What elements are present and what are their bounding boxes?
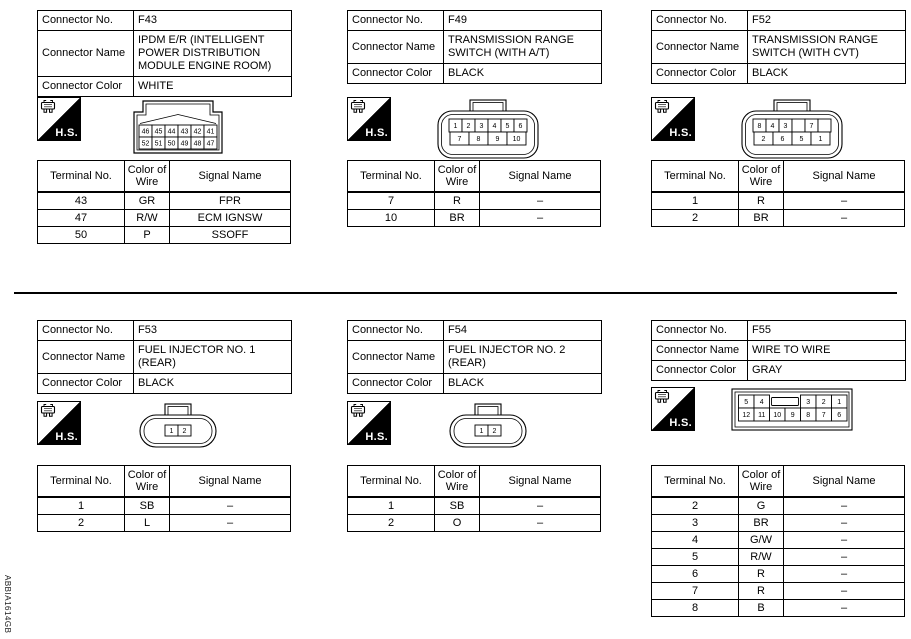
terminal-row: [652, 532, 905, 549]
terminal-row: [652, 583, 905, 600]
svg-text:2: 2: [821, 399, 826, 407]
svg-text:1: 1: [479, 428, 484, 436]
svg-text:10: 10: [773, 412, 782, 420]
signal-name-cell: –: [480, 210, 601, 227]
connector-info-table: [347, 320, 602, 394]
terminal-no-header: Terminal No.: [652, 161, 739, 193]
connector-no-value: F43: [134, 11, 292, 31]
color-of-wire-header: Color of Wire: [125, 466, 170, 498]
signal-name-cell: –: [170, 515, 291, 532]
connector-name-label: Connector Name: [652, 31, 748, 64]
connector-no-label: Connector No.: [38, 321, 134, 341]
pin-grid: [449, 119, 527, 145]
pin-grid: [165, 425, 191, 436]
color-of-wire-header: Color of Wire: [435, 466, 480, 498]
connector-pinout-diagram: [740, 98, 844, 160]
terminal-table: [37, 160, 291, 244]
connector-block: [347, 10, 585, 224]
terminal-no-cell: 6: [652, 566, 739, 583]
signal-name-header: Signal Name: [784, 466, 905, 498]
hs-connector-glyph-icon: [653, 389, 672, 406]
terminal-row: [652, 600, 905, 617]
terminal-no-cell: 3: [652, 515, 739, 532]
terminal-no-cell: 47: [38, 210, 125, 227]
color-of-wire-header: Color of Wire: [435, 161, 480, 193]
wire-color-cell: P: [125, 227, 170, 244]
connector-block: [347, 320, 585, 529]
svg-text:6: 6: [780, 136, 785, 144]
signal-name-cell: –: [784, 600, 905, 617]
connector-color-label: Connector Color: [38, 374, 134, 394]
wire-color-cell: R/W: [125, 210, 170, 227]
svg-text:2: 2: [761, 136, 766, 144]
connector-name-label: Connector Name: [38, 341, 134, 374]
terminal-row: [652, 515, 905, 532]
terminal-no-cell: 7: [348, 192, 435, 210]
svg-text:11: 11: [758, 412, 766, 420]
terminal-table: [347, 160, 601, 227]
terminal-row: [652, 566, 905, 583]
wire-color-cell: G: [739, 497, 784, 515]
terminal-no-header: Terminal No.: [38, 161, 125, 193]
connector-name-value: IPDM E/R (INTELLIGENT POWER DISTRIBUTION MODULE ENGINE ROOM): [134, 31, 292, 77]
terminal-no-cell: 7: [652, 583, 739, 600]
svg-text:1: 1: [818, 136, 823, 144]
hs-and-diagram-row: [347, 401, 585, 450]
connector-no-label: Connector No.: [652, 11, 748, 31]
connector-info-table: [651, 320, 906, 381]
hs-and-diagram-row: [651, 387, 889, 431]
terminal-row: [348, 192, 601, 210]
wire-color-cell: SB: [435, 497, 480, 515]
connector-color-value: BLACK: [748, 64, 906, 84]
connector-block: [37, 10, 275, 241]
pin-grid: [475, 425, 501, 436]
svg-text:45: 45: [154, 128, 163, 136]
wire-color-cell: SB: [125, 497, 170, 515]
terminal-no-cell: 1: [348, 497, 435, 515]
pin-grid: [753, 119, 831, 145]
hs-label: H.S.: [669, 417, 692, 429]
signal-name-cell: –: [784, 210, 905, 227]
pinout-diagram-area: [695, 387, 889, 431]
svg-text:1: 1: [169, 428, 174, 436]
connector-no-value: F52: [748, 11, 906, 31]
wire-color-cell: BR: [739, 515, 784, 532]
signal-name-cell: –: [784, 549, 905, 566]
connector-color-label: Connector Color: [348, 64, 444, 84]
hs-badge: [347, 401, 391, 445]
signal-name-cell: ECM IGNSW: [170, 210, 291, 227]
terminal-no-header: Terminal No.: [348, 466, 435, 498]
signal-name-cell: –: [784, 566, 905, 583]
terminal-no-header: Terminal No.: [348, 161, 435, 193]
terminal-row: [348, 497, 601, 515]
signal-name-cell: –: [170, 497, 291, 515]
hs-badge: [651, 387, 695, 431]
svg-text:1: 1: [837, 399, 842, 407]
connector-info-table: [347, 10, 602, 84]
hs-label: H.S.: [55, 431, 78, 443]
svg-text:51: 51: [154, 140, 163, 148]
terminal-no-cell: 8: [652, 600, 739, 617]
svg-text:1: 1: [453, 123, 458, 131]
svg-text:9: 9: [495, 136, 500, 144]
signal-name-cell: SSOFF: [170, 227, 291, 244]
hs-connector-glyph-icon: [653, 99, 672, 116]
hs-label: H.S.: [365, 431, 388, 443]
connector-no-label: Connector No.: [38, 11, 134, 31]
wire-color-cell: BR: [435, 210, 480, 227]
hs-and-diagram-row: [347, 97, 585, 160]
terminal-no-cell: 1: [38, 497, 125, 515]
hs-badge: [37, 401, 81, 445]
terminal-no-cell: 43: [38, 192, 125, 210]
terminal-row: [38, 515, 291, 532]
signal-name-header: Signal Name: [170, 466, 291, 498]
terminal-row: [348, 210, 601, 227]
hs-badge: [37, 97, 81, 141]
pinout-diagram-area: [391, 97, 585, 160]
hs-label: H.S.: [55, 127, 78, 139]
connector-pinout-diagram: [436, 98, 540, 160]
terminal-row: [652, 549, 905, 566]
signal-name-cell: –: [480, 497, 601, 515]
terminal-no-cell: 2: [348, 515, 435, 532]
svg-text:2: 2: [182, 428, 187, 436]
wire-color-cell: L: [125, 515, 170, 532]
svg-text:3: 3: [806, 399, 811, 407]
color-of-wire-header: Color of Wire: [739, 466, 784, 498]
svg-text:49: 49: [180, 140, 189, 148]
svg-text:5: 5: [799, 136, 804, 144]
svg-text:10: 10: [512, 136, 521, 144]
svg-text:3: 3: [783, 123, 788, 131]
signal-name-header: Signal Name: [170, 161, 291, 193]
signal-name-cell: –: [480, 515, 601, 532]
connector-name-value: WIRE TO WIRE: [748, 341, 906, 361]
connector-no-value: F49: [444, 11, 602, 31]
terminal-table-header-row: [348, 161, 601, 193]
connector-color-value: WHITE: [134, 77, 292, 97]
terminal-no-cell: 1: [652, 192, 739, 210]
terminal-no-cell: 5: [652, 549, 739, 566]
connector-block: [37, 320, 275, 529]
pinout-diagram-area: [81, 401, 275, 450]
svg-text:7: 7: [821, 412, 826, 420]
terminal-no-cell: 2: [38, 515, 125, 532]
terminal-table-header-row: [348, 466, 601, 498]
connector-no-label: Connector No.: [348, 11, 444, 31]
connector-no-label: Connector No.: [652, 321, 748, 341]
connector-color-label: Connector Color: [348, 374, 444, 394]
pinout-diagram-area: [81, 97, 275, 156]
pin-grid: [739, 395, 848, 421]
hs-label: H.S.: [669, 127, 692, 139]
terminal-table: [37, 465, 291, 532]
connector-block: [651, 320, 889, 614]
wire-color-cell: R: [435, 192, 480, 210]
svg-text:8: 8: [806, 412, 811, 420]
terminal-table-header-row: [38, 466, 291, 498]
svg-text:7: 7: [809, 123, 814, 131]
connector-name-value: FUEL INJECTOR NO. 2 (REAR): [444, 341, 602, 374]
color-of-wire-header: Color of Wire: [739, 161, 784, 193]
connector-color-label: Connector Color: [652, 361, 748, 381]
terminal-no-cell: 2: [652, 210, 739, 227]
svg-text:50: 50: [167, 140, 176, 148]
connector-info-table: [651, 10, 906, 84]
wire-color-cell: R/W: [739, 549, 784, 566]
connector-block: [651, 10, 889, 224]
connector-name-value: TRANSMISSION RANGE SWITCH (WITH A/T): [444, 31, 602, 64]
hs-and-diagram-row: [37, 97, 275, 156]
connector-color-value: GRAY: [748, 361, 906, 381]
svg-text:5: 5: [744, 399, 749, 407]
svg-text:41: 41: [206, 128, 215, 136]
connector-name-label: Connector Name: [348, 31, 444, 64]
terminal-no-cell: 4: [652, 532, 739, 549]
connector-name-label: Connector Name: [652, 341, 748, 361]
terminal-row: [38, 192, 291, 210]
connector-no-value: F55: [748, 321, 906, 341]
hs-badge: [651, 97, 695, 141]
connector-info-table: [37, 320, 292, 394]
hs-badge: [347, 97, 391, 141]
wire-color-cell: G/W: [739, 532, 784, 549]
signal-name-header: Signal Name: [784, 161, 905, 193]
wire-color-cell: R: [739, 566, 784, 583]
svg-text:52: 52: [141, 140, 150, 148]
signal-name-cell: –: [784, 192, 905, 210]
svg-text:44: 44: [167, 128, 176, 136]
figure-code: ABBIA1614GB: [3, 574, 12, 633]
svg-text:6: 6: [837, 412, 842, 420]
svg-text:43: 43: [180, 128, 189, 136]
terminal-table: [347, 465, 601, 532]
terminal-table: [651, 160, 905, 227]
signal-name-cell: –: [480, 192, 601, 210]
signal-name-header: Signal Name: [480, 466, 601, 498]
pinout-diagram-area: [695, 97, 889, 160]
connector-name-label: Connector Name: [348, 341, 444, 374]
signal-name-cell: –: [784, 532, 905, 549]
svg-text:7: 7: [457, 136, 462, 144]
terminal-table-header-row: [38, 161, 291, 193]
terminal-row: [652, 497, 905, 515]
signal-name-cell: FPR: [170, 192, 291, 210]
svg-text:12: 12: [742, 412, 751, 420]
connector-pinout-diagram: [138, 402, 218, 450]
signal-name-cell: –: [784, 515, 905, 532]
svg-text:2: 2: [492, 428, 497, 436]
wire-color-cell: O: [435, 515, 480, 532]
hs-connector-glyph-icon: [349, 99, 368, 116]
connector-name-value: FUEL INJECTOR NO. 1 (REAR): [134, 341, 292, 374]
terminal-row: [38, 227, 291, 244]
wire-color-cell: R: [739, 583, 784, 600]
svg-text:8: 8: [757, 123, 762, 131]
terminal-row: [38, 210, 291, 227]
svg-text:8: 8: [476, 136, 481, 144]
terminal-row: [38, 497, 291, 515]
svg-text:2: 2: [466, 123, 471, 131]
connector-name-label: Connector Name: [38, 31, 134, 77]
connector-no-value: F54: [444, 321, 602, 341]
terminal-row: [652, 192, 905, 210]
svg-text:4: 4: [759, 399, 764, 407]
terminal-table: [651, 465, 905, 617]
svg-text:9: 9: [790, 412, 795, 420]
hs-connector-glyph-icon: [39, 403, 58, 420]
terminal-no-cell: 2: [652, 497, 739, 515]
wire-color-cell: B: [739, 600, 784, 617]
connector-no-value: F53: [134, 321, 292, 341]
hs-and-diagram-row: [37, 401, 275, 450]
hs-connector-glyph-icon: [349, 403, 368, 420]
svg-text:4: 4: [770, 123, 775, 131]
terminal-table-header-row: [652, 466, 905, 498]
connector-info-table: [37, 10, 292, 97]
terminal-table-header-row: [652, 161, 905, 193]
pin-grid: [139, 125, 217, 149]
connector-color-label: Connector Color: [38, 77, 134, 97]
svg-text:48: 48: [193, 140, 202, 148]
connector-color-value: BLACK: [444, 64, 602, 84]
connector-pinout-diagram: [131, 98, 225, 156]
hs-label: H.S.: [365, 127, 388, 139]
connector-color-value: BLACK: [444, 374, 602, 394]
terminal-row: [348, 515, 601, 532]
wire-color-cell: BR: [739, 210, 784, 227]
svg-text:42: 42: [193, 128, 202, 136]
signal-name-cell: –: [784, 497, 905, 515]
connector-pinout-diagram: [448, 402, 528, 450]
svg-text:4: 4: [492, 123, 497, 131]
connector-name-value: TRANSMISSION RANGE SWITCH (WITH CVT): [748, 31, 906, 64]
terminal-row: [652, 210, 905, 227]
section-divider: [14, 292, 897, 294]
wire-color-cell: R: [739, 192, 784, 210]
hs-connector-glyph-icon: [39, 99, 58, 116]
terminal-no-cell: 10: [348, 210, 435, 227]
terminal-no-cell: 50: [38, 227, 125, 244]
wire-color-cell: GR: [125, 192, 170, 210]
svg-text:5: 5: [505, 123, 510, 131]
svg-text:46: 46: [141, 128, 150, 136]
terminal-no-header: Terminal No.: [38, 466, 125, 498]
svg-text:6: 6: [518, 123, 523, 131]
svg-text:47: 47: [206, 140, 215, 148]
connector-color-value: BLACK: [134, 374, 292, 394]
terminal-no-header: Terminal No.: [652, 466, 739, 498]
pinout-diagram-area: [391, 401, 585, 450]
signal-name-header: Signal Name: [480, 161, 601, 193]
connector-pinout-diagram: [731, 388, 853, 431]
connector-color-label: Connector Color: [652, 64, 748, 84]
hs-and-diagram-row: [651, 97, 889, 160]
connector-no-label: Connector No.: [348, 321, 444, 341]
color-of-wire-header: Color of Wire: [125, 161, 170, 193]
signal-name-cell: –: [784, 583, 905, 600]
svg-text:3: 3: [479, 123, 484, 131]
